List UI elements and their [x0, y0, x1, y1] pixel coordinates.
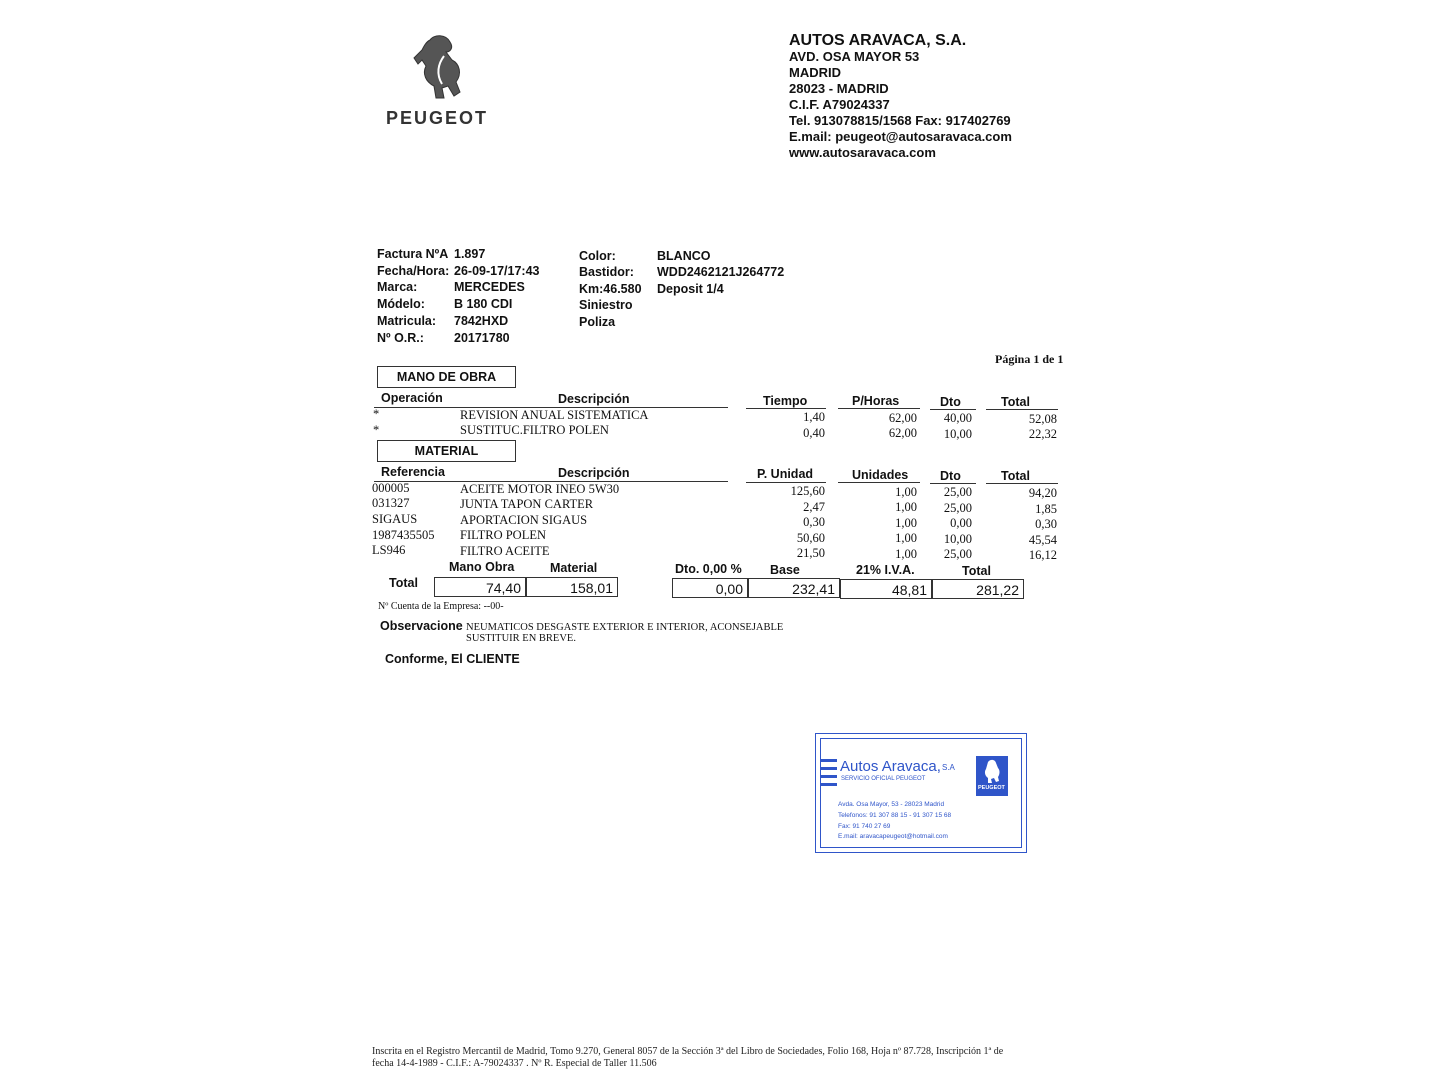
- company-city: MADRID: [789, 65, 841, 80]
- totals-vat-value: 48,81: [840, 579, 932, 599]
- material-row-dto: 0,00: [950, 516, 972, 530]
- col-reference: Referencia: [381, 465, 445, 479]
- order-value: 20171780: [454, 331, 510, 345]
- totals-material-header: Material: [550, 561, 598, 575]
- material-row-total: 45,54: [1028, 533, 1057, 547]
- conforme-client: Conforme, El CLIENTE: [385, 652, 520, 666]
- stamp-brand: PEUGEOT: [978, 785, 1005, 791]
- stamp-bar: [821, 775, 837, 778]
- stamp-bar: [821, 759, 837, 762]
- labor-rate-underline: [838, 408, 920, 409]
- observations-line2: SUSTITUIR EN BREVE.: [466, 633, 576, 644]
- material-row-ref: 000005: [372, 481, 410, 495]
- company-web: www.autosaravaca.com: [789, 145, 936, 160]
- stamp-fax: Fax: 91 740 27 69: [838, 823, 891, 830]
- company-stamp: [815, 733, 1027, 853]
- col-rate: P/Horas: [852, 394, 900, 408]
- stamp-bar: [821, 767, 837, 770]
- stamp-suffix: S.A: [942, 763, 955, 772]
- deposit-value: Deposit 1/4: [657, 282, 724, 296]
- col-operation: Operación: [381, 391, 443, 405]
- material-row-dto: 25,00: [943, 485, 972, 499]
- stamp-phones: Telefonos: 91 307 88 15 - 91 307 15 68: [838, 812, 952, 819]
- totals-discount-header: Dto. 0,00 %: [675, 562, 742, 576]
- material-row-price: 0,30: [803, 515, 825, 529]
- company-email: E.mail: peugeot@autosaravaca.com: [789, 129, 1012, 144]
- material-row-price: 2,47: [803, 500, 825, 514]
- chassis-label: Bastidor:: [579, 265, 634, 279]
- brand-wordmark: PEUGEOT: [386, 108, 489, 128]
- stamp-email: E.mail: aravacapeugeot@hotmail.com: [838, 833, 948, 840]
- material-row-total: 1,85: [1035, 502, 1057, 516]
- material-row-price: 50,60: [796, 531, 825, 545]
- material-row-desc: FILTRO ACEITE: [460, 544, 550, 558]
- stamp-lion-badge: [976, 756, 1008, 796]
- company-phone: Tel. 913078815/1568 Fax: 917402769: [789, 113, 1011, 128]
- labor-time-underline: [746, 408, 826, 409]
- labor-row-op: *: [373, 407, 380, 421]
- invoice-value: 1.897: [454, 247, 486, 261]
- observations-line1: NEUMATICOS DESGASTE EXTERIOR E INTERIOR, ACONSEJABLE: [466, 622, 784, 633]
- material-row-desc: APORTACION SIGAUS: [460, 513, 588, 527]
- col-total: Total: [1001, 469, 1030, 483]
- plate-label: Matricula:: [377, 314, 437, 328]
- material-row-units: 1,00: [895, 485, 917, 499]
- stamp-subtitle: SERVICIO OFICIAL PEUGEOT: [841, 776, 926, 782]
- material-total-underline: [986, 483, 1058, 484]
- company-name: AUTOS ARAVACA, S.A.: [789, 32, 967, 49]
- footer-registry-line1: Inscrita en el Registro Mercantil de Madrid, Tomo 9.270, General 8057 de la Sección 3ª del Libro de Sociedades, Folio 168, Hoja nº 87.728, Inscripción 1ª de: [372, 1046, 1004, 1057]
- material-section-title: MATERIAL: [377, 440, 516, 462]
- material-row-price: 125,60: [790, 484, 825, 498]
- date-label: Fecha/Hora:: [377, 264, 450, 278]
- policy-label: Poliza: [579, 315, 616, 329]
- labor-row-desc: SUSTITUC.FILTRO POLEN: [460, 423, 609, 437]
- labor-dto-underline: [930, 409, 976, 410]
- labor-row-time: 1,40: [803, 410, 825, 424]
- material-row-ref: 031327: [372, 496, 410, 510]
- peugeot-logo: [372, 30, 508, 130]
- stamp-company-name: Autos Aravaca,: [840, 758, 941, 775]
- col-description: Descripción: [558, 466, 630, 480]
- material-row-units: 1,00: [895, 516, 917, 530]
- order-label: Nº O.R.:: [377, 331, 424, 345]
- labor-row-desc: REVISION ANUAL SISTEMATICA: [460, 408, 649, 422]
- observations-label: Observacione: [380, 619, 463, 633]
- totals-material-value: 158,01: [526, 577, 618, 597]
- stamp-bar: [821, 783, 837, 786]
- material-row-ref: LS946: [372, 543, 406, 557]
- col-discount: Dto: [940, 395, 961, 409]
- labor-row-dto: 40,00: [943, 411, 972, 425]
- labor-row-op: *: [373, 423, 380, 437]
- col-units: Unidades: [852, 468, 909, 482]
- labor-section-title: MANO DE OBRA: [377, 366, 516, 388]
- km-label: Km:46.580: [579, 282, 642, 296]
- col-discount: Dto: [940, 469, 961, 483]
- col-time: Tiempo: [763, 394, 808, 408]
- material-row-ref: 1987435505: [372, 528, 435, 542]
- totals-total-header: Total: [962, 564, 991, 578]
- labor-row-total: 52,08: [1028, 412, 1057, 426]
- labor-row-rate: 62,00: [888, 426, 917, 440]
- company-address: AVD. OSA MAYOR 53: [789, 49, 920, 64]
- model-label: Módelo:: [377, 297, 425, 311]
- material-row-ref: SIGAUS: [372, 512, 418, 526]
- totals-labor-header: Mano Obra: [449, 560, 515, 574]
- stamp-address: Avda. Osa Mayor, 53 - 28023 Madrid: [838, 801, 945, 808]
- date-value: 26-09-17/17:43: [454, 264, 540, 278]
- labor-row-time: 0,40: [803, 426, 825, 440]
- totals-base-value: 232,41: [748, 578, 840, 598]
- material-row-units: 1,00: [895, 531, 917, 545]
- col-total: Total: [1001, 395, 1030, 409]
- labor-total-underline: [986, 409, 1058, 410]
- labor-row-rate: 62,00: [888, 411, 917, 425]
- brand-value: MERCEDES: [454, 280, 525, 294]
- material-row-total: 94,20: [1028, 486, 1057, 500]
- col-description: Descripción: [558, 392, 630, 406]
- material-units-underline: [838, 482, 920, 483]
- col-unit-price: P. Unidad: [757, 467, 814, 481]
- company-postal: 28023 - MADRID: [789, 81, 889, 96]
- color-label: Color:: [579, 249, 616, 263]
- material-row-total: 0,30: [1035, 517, 1057, 531]
- totals-discount-value: 0,00: [672, 578, 748, 598]
- lion-icon: [372, 30, 508, 110]
- labor-row-total: 22,32: [1028, 427, 1057, 441]
- totals-grand-value: 281,22: [932, 579, 1024, 599]
- totals-label: Total: [389, 576, 418, 590]
- page-indicator: Página 1 de 1: [995, 352, 1064, 366]
- labor-row-dto: 10,00: [943, 427, 972, 441]
- footer-registry-line2: fecha 14-4-1989 - C.I.F.: A-79024337 . Nº R. Especial de Taller 11.506: [372, 1058, 657, 1069]
- chassis-value: WDD2462121J264772: [657, 265, 785, 279]
- material-row-dto: 10,00: [943, 532, 972, 546]
- totals-base-header: Base: [770, 563, 800, 577]
- totals-labor-value: 74,40: [434, 577, 526, 597]
- material-row-desc: ACEITE MOTOR INEO 5W30: [460, 482, 620, 496]
- material-dto-underline: [930, 483, 976, 484]
- invoice-label: Factura NºA: [377, 247, 449, 261]
- color-value: BLANCO: [657, 249, 711, 263]
- material-row-price: 21,50: [796, 546, 825, 560]
- material-row-dto: 25,00: [943, 547, 972, 561]
- material-row-total: 16,12: [1028, 548, 1057, 562]
- totals-vat-header: 21% I.V.A.: [856, 563, 915, 577]
- lion-icon: [976, 756, 1008, 786]
- model-value: B 180 CDI: [454, 297, 513, 311]
- claim-label: Siniestro: [579, 298, 633, 312]
- material-row-dto: 25,00: [943, 501, 972, 515]
- brand-label: Marca:: [377, 280, 418, 294]
- material-row-desc: JUNTA TAPON CARTER: [460, 497, 594, 511]
- material-row-desc: FILTRO POLEN: [460, 528, 547, 542]
- plate-value: 7842HXD: [454, 314, 509, 328]
- material-row-units: 1,00: [895, 547, 917, 561]
- material-row-units: 1,00: [895, 500, 917, 514]
- account-number: Nº Cuenta de la Empresa: --00-: [378, 601, 504, 612]
- material-price-underline: [746, 482, 826, 483]
- company-cif: C.I.F. A79024337: [789, 97, 890, 112]
